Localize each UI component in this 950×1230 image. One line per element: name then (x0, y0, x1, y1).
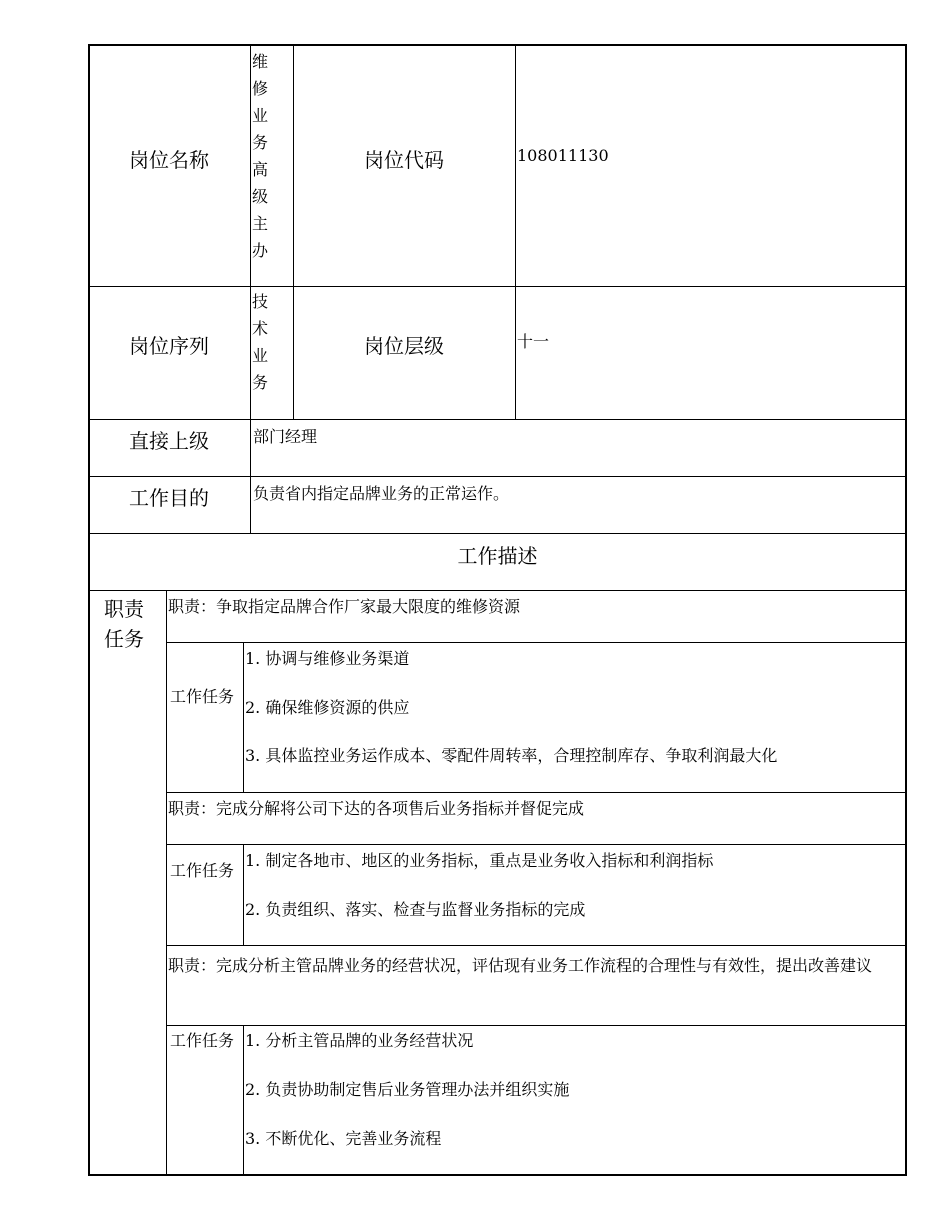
direct-supervisor-label: 直接上级 (129, 429, 209, 453)
task-label: 工作任务 (170, 687, 235, 706)
task-item: 2. 确保维修资源的供应 (245, 698, 410, 717)
row-divider (166, 792, 907, 793)
row-divider (88, 419, 907, 420)
row-divider (166, 642, 907, 643)
position-level-label: 岗位层级 (364, 334, 444, 358)
task-item: 3. 不断优化、完善业务流程 (245, 1129, 442, 1148)
task-item: 1. 分析主管品牌的业务经营状况 (245, 1031, 474, 1050)
task-label: 工作任务 (170, 861, 235, 880)
position-name-label: 岗位名称 (129, 148, 209, 172)
position-level-value: 十一 (517, 332, 550, 351)
work-purpose-value: 负责省内指定品牌业务的正常运作。 (253, 484, 510, 503)
duty-title: 职责：完成分解将公司下达的各项售后业务指标并督促完成 (168, 799, 585, 818)
position-code-label: 岗位代码 (364, 148, 444, 172)
direct-supervisor-value: 部门经理 (253, 427, 318, 446)
position-series-label: 岗位序列 (129, 334, 209, 358)
task-item: 2. 负责协助制定售后业务管理办法并组织实施 (245, 1080, 570, 1099)
position-code-value: 108011130 (517, 146, 609, 165)
column-divider (515, 44, 516, 420)
row-divider (166, 844, 907, 845)
row-divider (88, 476, 907, 477)
task-item: 1. 制定各地市、地区的业务指标，重点是业务收入指标和利润指标 (245, 851, 714, 870)
task-item: 1. 协调与维修业务渠道 (245, 649, 410, 668)
column-divider (250, 44, 251, 534)
task-item: 2. 负责组织、落实、检查与监督业务指标的完成 (245, 900, 586, 919)
duty-title: 职责：完成分析主管品牌业务的经营状况，评估现有业务工作流程的合理性与有效性，提出改善建议 (168, 956, 873, 975)
column-divider (243, 1025, 244, 1176)
row-divider (166, 1025, 907, 1026)
column-divider (293, 44, 294, 420)
row-divider (166, 945, 907, 946)
position-series-value: 技术业务 (252, 292, 269, 392)
task-item: 3. 具体监控业务运作成本、零配件周转率，合理控制库存、争取利润最大化 (245, 746, 778, 765)
column-divider (166, 590, 167, 1176)
duties-label: 职责任务 (104, 597, 144, 651)
row-divider (88, 533, 907, 534)
row-divider (88, 286, 907, 287)
row-divider (88, 590, 907, 591)
task-label: 工作任务 (170, 1031, 235, 1050)
section-title: 工作描述 (457, 544, 538, 568)
position-name-value: 维修业务高级主办 (252, 52, 269, 260)
duty-title: 职责：争取指定品牌合作厂家最大限度的维修资源 (168, 597, 521, 616)
column-divider (243, 642, 244, 793)
column-divider (243, 844, 244, 946)
work-purpose-label: 工作目的 (129, 486, 209, 510)
